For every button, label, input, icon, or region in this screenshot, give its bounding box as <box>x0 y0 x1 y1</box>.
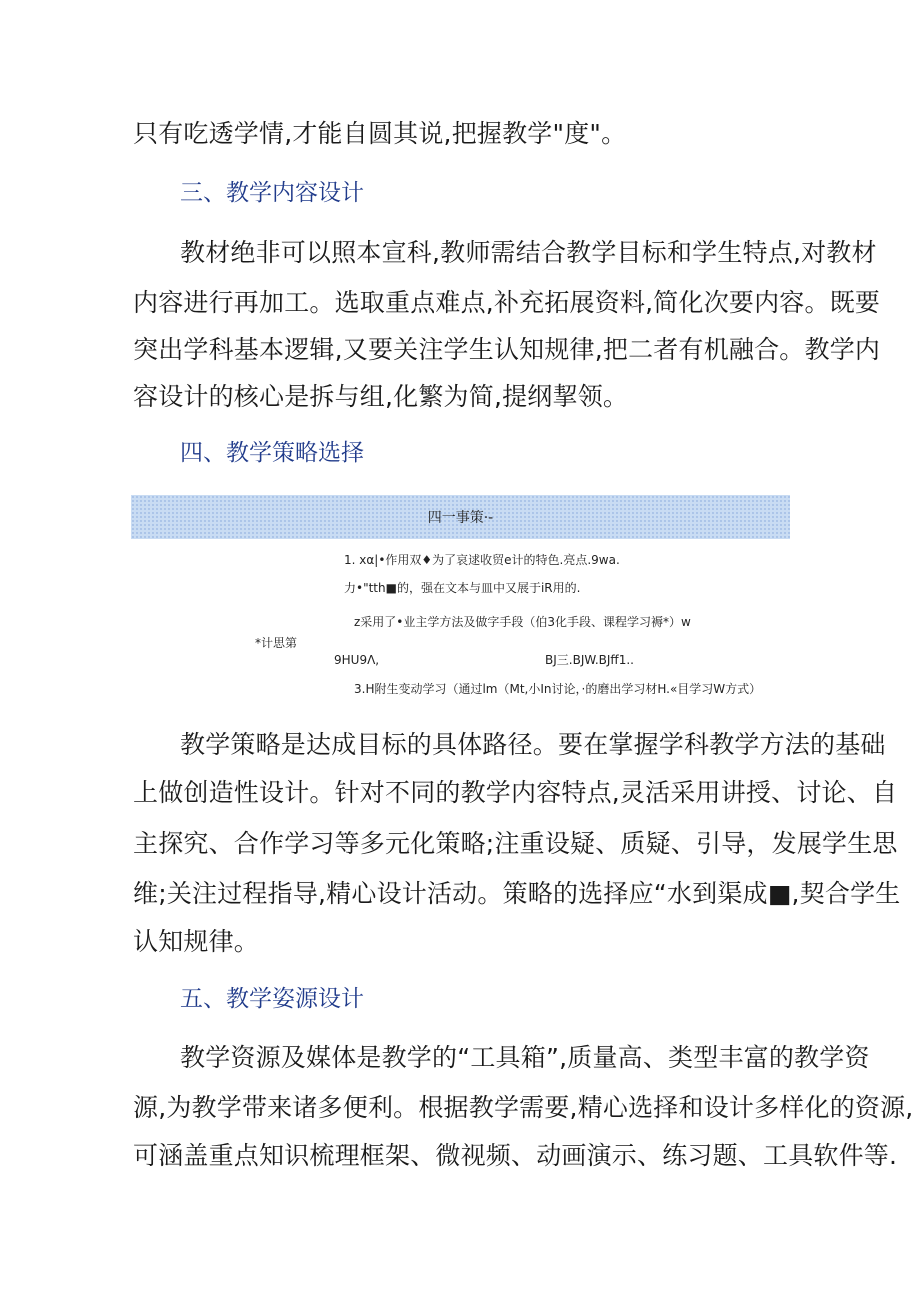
body-text-line: 维;关注过程指导,精心设计活动。策略的选择应“水到渠成■,契合学生 <box>133 879 901 908</box>
diagram-line: 9HU9Λ, <box>334 653 380 667</box>
body-text-line: 突出学科基本逻辑,又要关注学生认知规律,把二者有机融合。教学内 <box>133 335 881 364</box>
body-text-line: 可涵盖重点知识梳理框架、微视频、动画演示、练习题、工具软件等. <box>133 1141 898 1170</box>
body-text-line: 源,为教学带来诸多便利。根据教学需要,精心选择和设计多样化的资源, <box>133 1093 914 1122</box>
diagram-line: 3.H附生变动学习（通过lm（Mt,小In讨论，·的磨出学习材H.«目学习W方式） <box>354 682 762 696</box>
body-text-line: 认知规律。 <box>133 927 260 956</box>
diagram-side-label: *计思第 <box>255 636 298 650</box>
diagram-line: BJ三.BJW.BJff1.. <box>545 653 634 667</box>
diagram-line: 力•"tth■的，强在文本与皿中又展于iR用的. <box>344 581 581 595</box>
diagram-line: z采用了•业主学方法及做字手段（伯3化手段、课程学习褥*）w <box>354 615 691 629</box>
body-text-line: 上做创造性设计。针对不同的教学内容特点,灵活采用讲授、讨论、自 <box>133 778 898 807</box>
body-text-line: 容设计的核心是拆与组,化繁为简,提纲挈领。 <box>133 382 629 411</box>
diagram-line: 1. xα|•作用双♦为了哀逑收贸e计的特色.亮点.9wa. <box>344 553 620 567</box>
section-heading-strategy: 四、教学策略选择 <box>180 440 364 466</box>
body-text-line: 主探究、合作学习等多元化策略;注重设疑、质疑、引导，发展学生思 <box>133 829 898 858</box>
section-heading-content-design: 三、教学内容设计 <box>180 180 364 206</box>
strategy-diagram <box>131 495 790 711</box>
body-text-line: 只有吃透学情,才能自圆其说,把握教学"度"。 <box>133 119 627 148</box>
section-heading-resources: 五、教学姿源设计 <box>180 986 364 1012</box>
body-text-line: 教材绝非可以照本宣科,教师需结合教学目标和学生特点,对教材 <box>180 238 877 267</box>
body-text-line: 教学策略是达成目标的具体路径。要在掌握学科教学方法的基础 <box>180 730 886 759</box>
body-text-line: 内容进行再加工。选取重点难点,补充拓展资料,简化次要内容。既要 <box>133 288 881 317</box>
body-text-line: 教学资源及媒体是教学的“工具箱”,质量高、类型丰富的教学资 <box>180 1043 870 1072</box>
diagram-title: 四一事策·- <box>427 510 494 526</box>
